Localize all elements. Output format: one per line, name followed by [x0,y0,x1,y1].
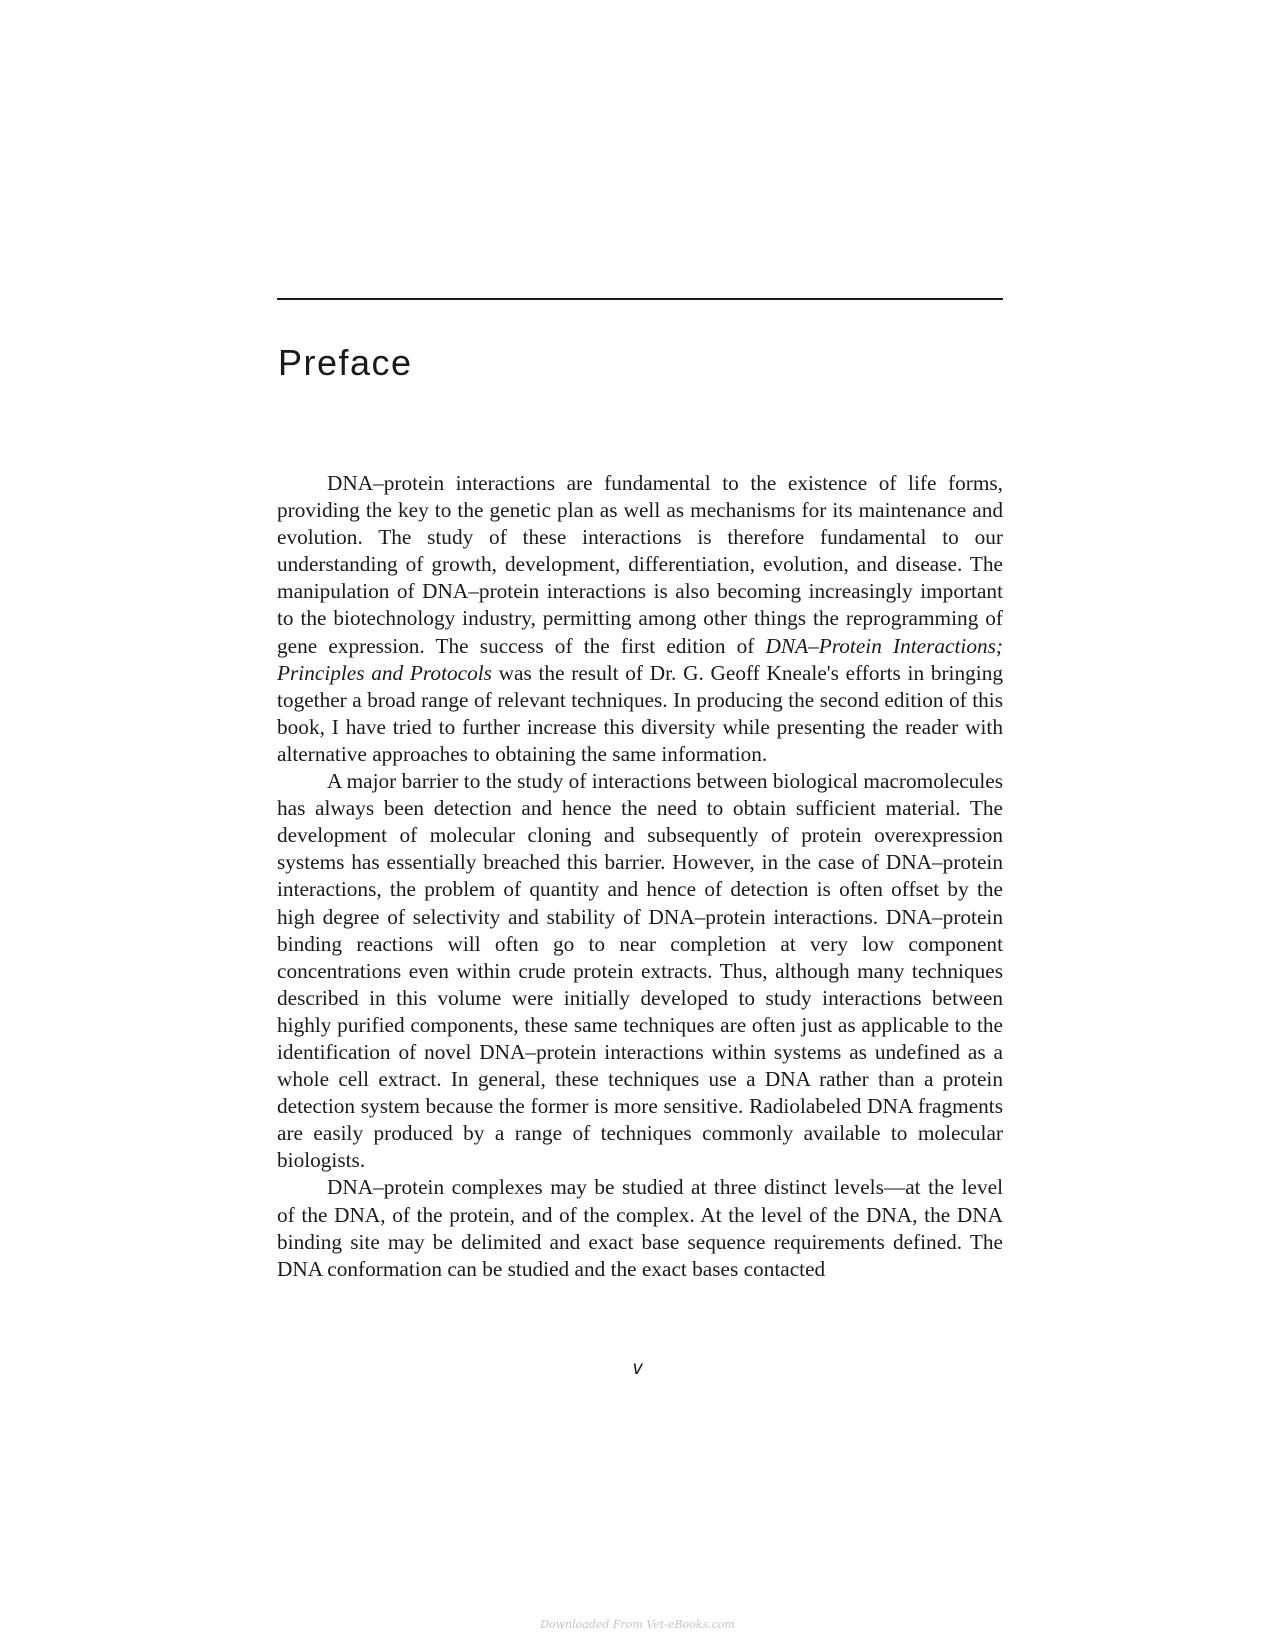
paragraph-1 [277,470,1003,768]
paragraph-2-text: A major barrier to the study of interactions between biological macromolecules has always been detection and hence the need to obtain sufficient material. The development of molecular cloning and subsequently of protein overexpression systems has essentially breached this barrier. However, in the case of DNA–protein interactions, the problem of quantity and hence of detection is often offset by the high degree of selectivity and stability of DNA–protein interactions. DNA–protein binding reactions will often go to near completion at very low component concentrations even within crude protein extracts. Thus, although many techniques described in this volume were initially developed to study interactions between highly purified components, these same techniques are often just as applicable to the identification of novel DNA–protein interactions within systems as undefined as a whole cell extract. In general, these techniques use a DNA rather than a protein detection system because the former is more sensitive. Radiolabeled DNA fragments are easily produced by a range of techniques commonly available to molecular biologists. [277,769,1003,1173]
book-title-italic: DNA–Protein Interactions; Principles and Protocols [277,633,1004,685]
paragraph-1-text-b: was the result of Dr. G. Geoff Kneale's efforts in bringing together a broad range of relevant techniques. In producing the second edition of this book, I have tried to further increase this diversity while presenting the reader with alternative approaches to obtaining the same information. [277,660,1003,766]
paragraph-3 [277,1174,1003,1282]
paragraph-2 [277,768,1003,1174]
paragraph-3-text: DNA–protein complexes may be studied at three distinct levels—at the level of the DNA, of the protein, and of the complex. At the level of the DNA, the DNA binding site may be delimited and exact base sequence requirements defined. The DNA conformation can be studied and the exact bases contacted [277,1175,1003,1281]
page-title: Preface [278,342,413,383]
preface-body [277,470,1003,1283]
page-number: v [632,1358,643,1379]
header-rule [277,298,1003,300]
watermark: Downloaded From Vet-eBooks.com [540,1618,735,1631]
paragraph-1-text-a: DNA–protein interactions are fundamental to the existence of life forms, providing the key to the genetic plan as well as mechanisms for its maintenance and evolution. The study of these interactions is therefore fundamental to our understanding of growth, development, differentiation, evolution, and disease. The manipulation of DNA–protein interactions is also becoming increasingly important to the biotechnology industry, permitting among other things the reprogramming of gene expression. The success of the first edition of [277,471,1003,658]
